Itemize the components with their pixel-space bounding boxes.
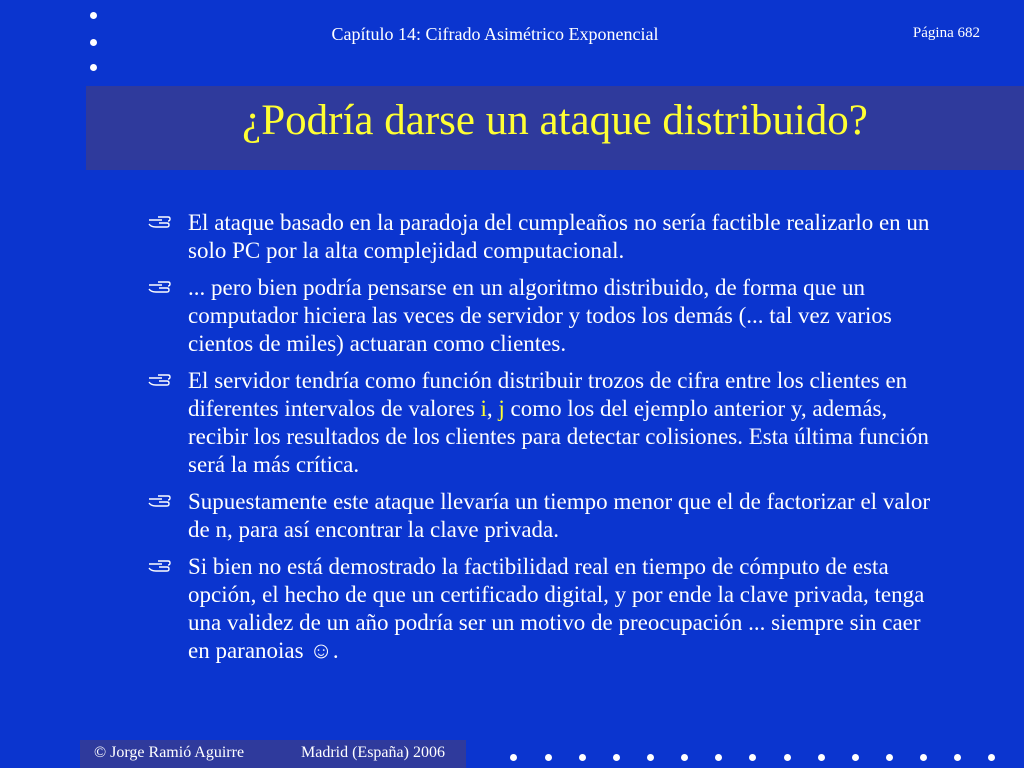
footer-copyright: © Jorge Ramió Aguirre bbox=[94, 744, 245, 761]
bullet-text bbox=[188, 368, 929, 477]
pointing-hand-icon bbox=[147, 278, 171, 298]
chapter-header: Capítulo 14: Cifrado Asimétrico Exponencial bbox=[331, 24, 659, 44]
decor-dot bbox=[579, 754, 586, 761]
footer-place: Madrid (España) 2006 bbox=[301, 744, 445, 761]
bullet-item bbox=[147, 367, 937, 479]
decor-dot bbox=[681, 754, 688, 761]
page-number: Página 682 bbox=[912, 25, 980, 41]
bullet-text-separator: , bbox=[486, 396, 499, 421]
slide-title: ¿Podría darse un ataque distribuido? bbox=[242, 97, 868, 144]
bullet-list bbox=[147, 209, 937, 674]
decor-dot bbox=[920, 754, 927, 761]
bullet-item bbox=[147, 553, 937, 665]
footer-band bbox=[80, 740, 466, 768]
pointing-hand-icon bbox=[147, 557, 171, 577]
decor-dot bbox=[852, 754, 859, 761]
decor-dot bbox=[818, 754, 825, 761]
variable-i: i bbox=[480, 396, 487, 421]
bullet-item bbox=[147, 209, 937, 265]
bullet-text: Si bien no está demostrado la factibilidad real en tiempo de cómputo de esta opción, el hecho de que un certificado digital, y por ende la clave privada, tenga una validez de un año podría ser un motivo de preocupación ... siempre sin caer en paranoias ☺. bbox=[188, 554, 925, 663]
decor-dot bbox=[886, 754, 893, 761]
decor-dot bbox=[90, 64, 97, 71]
pointing-hand-icon bbox=[147, 213, 171, 233]
decor-dot bbox=[715, 754, 722, 761]
title-band bbox=[86, 86, 1024, 170]
decor-dot bbox=[545, 754, 552, 761]
decor-dot bbox=[647, 754, 654, 761]
bullet-text: ... pero bien podría pensarse en un algoritmo distribuido, de forma que un computador hiciera las veces de servidor y todos los demás (... tal vez varios cientos de miles) actuaran como clientes. bbox=[188, 275, 892, 356]
bullet-item bbox=[147, 274, 937, 358]
decor-dot bbox=[613, 754, 620, 761]
decor-dot bbox=[988, 754, 995, 761]
bullet-item bbox=[147, 488, 937, 544]
pointing-hand-icon bbox=[147, 371, 171, 391]
pointing-hand-icon bbox=[147, 492, 171, 512]
bullet-text-part: El servidor tendría como función distribuir trozos de cifra entre los clientes en diferentes intervalos de valores bbox=[188, 368, 908, 421]
decor-dot bbox=[954, 754, 961, 761]
decor-dot bbox=[510, 754, 517, 761]
decor-dot bbox=[90, 12, 97, 19]
decor-dot bbox=[749, 754, 756, 761]
bullet-text-part: como los del ejemplo anterior y, además, recibir los resultados de los clientes para detectar colisiones. Esta última función será la más crítica. bbox=[188, 396, 929, 477]
bullet-text: El ataque basado en la paradoja del cumpleaños no sería factible realizarlo en un solo PC por la alta complejidad computacional. bbox=[188, 210, 930, 263]
variable-j: j bbox=[498, 396, 505, 421]
bullet-text: Supuestamente este ataque llevaría un tiempo menor que el de factorizar el valor de n, para así encontrar la clave privada. bbox=[188, 489, 931, 542]
decor-dot bbox=[784, 754, 791, 761]
